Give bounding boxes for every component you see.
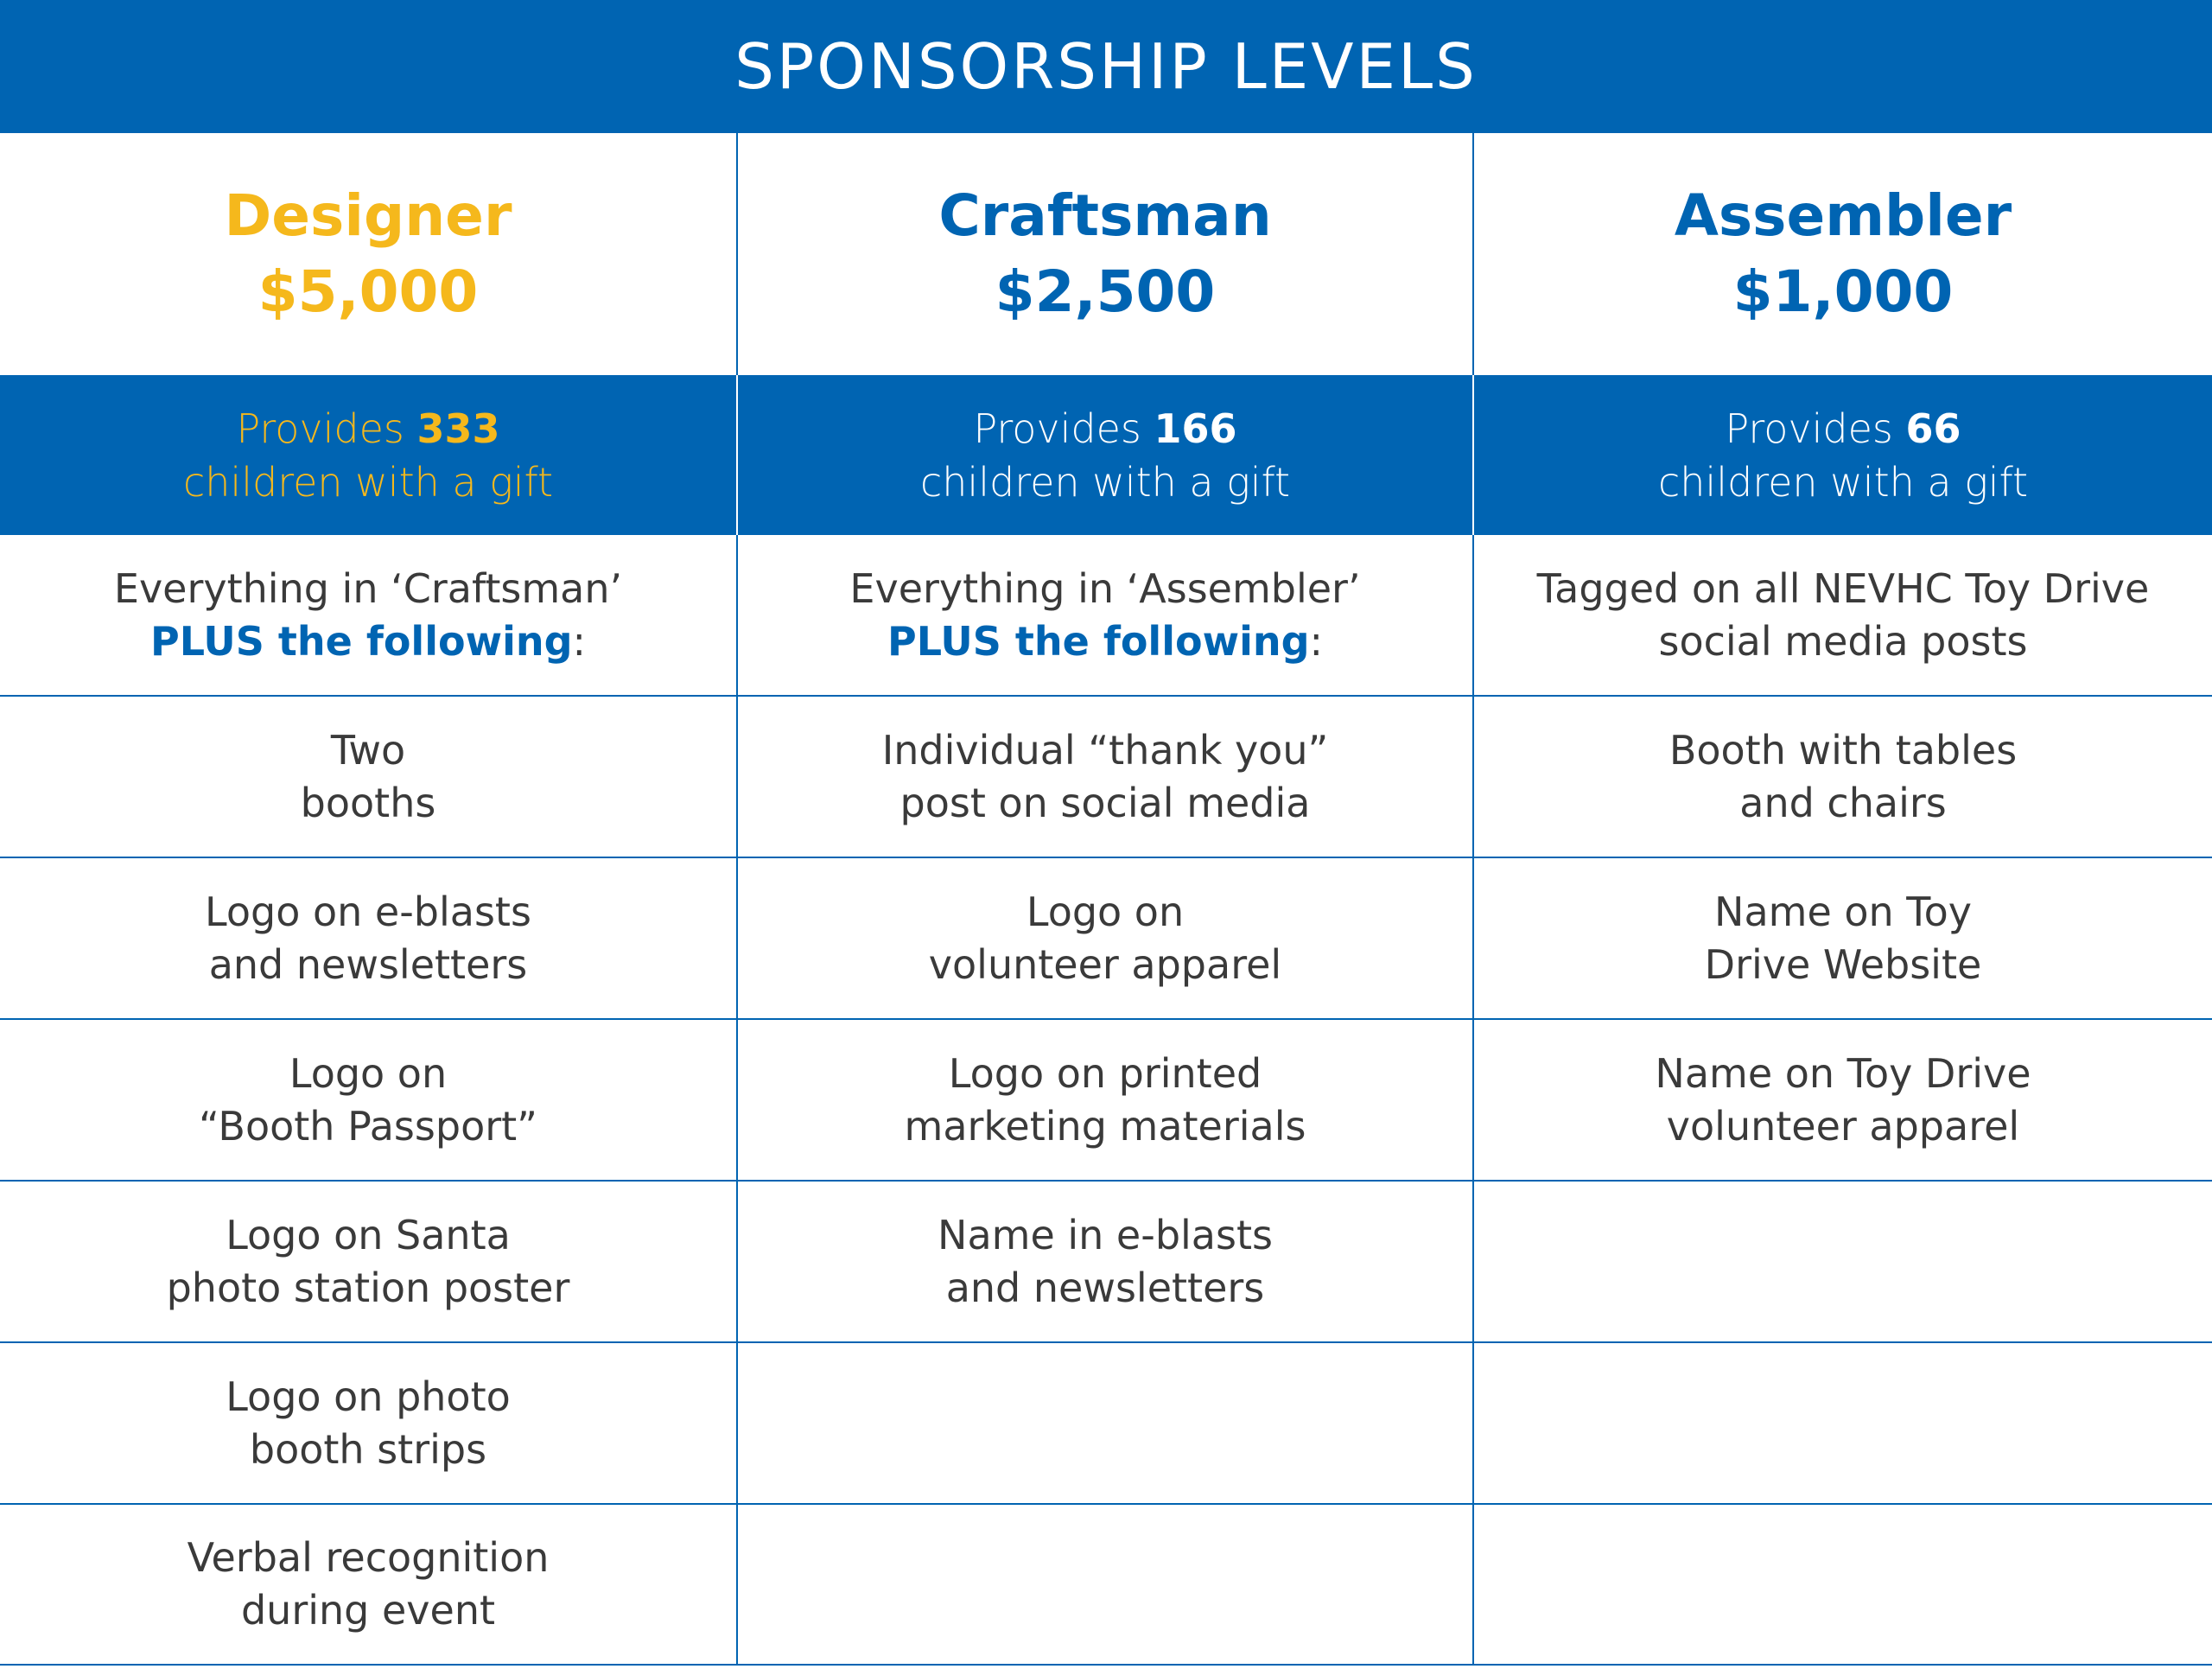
- level-designer: [0, 133, 738, 375]
- benefit-line: post on social media: [899, 779, 1311, 826]
- level-craftsman: [738, 133, 1474, 375]
- benefit-cell-empty: [1474, 1343, 2212, 1505]
- benefit-cell: [738, 858, 1474, 1020]
- level-price: $2,500: [995, 258, 1216, 325]
- benefit-cell: [0, 1020, 738, 1182]
- benefit-line: Logo on Santa: [226, 1211, 511, 1258]
- provides-designer: [0, 375, 738, 535]
- provides-prefix: Provides: [1725, 405, 1906, 452]
- benefit-line: Everything in ‘Assembler’: [849, 564, 1361, 612]
- benefit-line: “Booth Passport”: [199, 1102, 537, 1150]
- benefit-cell: [0, 1343, 738, 1505]
- plus-label: PLUS the following: [887, 617, 1310, 665]
- provides-row: [0, 375, 2212, 535]
- benefit-line: photo station poster: [166, 1264, 570, 1311]
- benefit-cell: [738, 1020, 1474, 1182]
- benefit-line: booths: [300, 779, 436, 826]
- provides-suffix: children with a gift: [919, 458, 1290, 506]
- provides-craftsman: [738, 375, 1474, 535]
- benefit-cell: [0, 1505, 738, 1666]
- benefit-row: [0, 1343, 2212, 1505]
- level-name: Assembler: [1674, 182, 2012, 249]
- benefit-row: [0, 1505, 2212, 1666]
- benefit-line: volunteer apparel: [928, 940, 1282, 988]
- benefit-line: Verbal recognition: [187, 1534, 550, 1581]
- benefit-row: [0, 1182, 2212, 1343]
- benefit-line: Logo on: [289, 1049, 448, 1097]
- level-header-row: [0, 133, 2212, 375]
- benefit-cell: [0, 535, 738, 697]
- page-title: SPONSORSHIP LEVELS: [0, 0, 2212, 133]
- benefit-line: and chairs: [1739, 779, 1947, 826]
- provides-count: 166: [1154, 405, 1237, 452]
- provides-count: 66: [1905, 405, 1961, 452]
- level-name: Designer: [224, 182, 512, 249]
- benefit-line: during event: [240, 1587, 496, 1634]
- benefit-cell: [1474, 697, 2212, 858]
- level-name: Craftsman: [938, 182, 1272, 249]
- benefit-line: Logo on: [1026, 888, 1185, 935]
- benefit-cell-empty: [1474, 1505, 2212, 1666]
- provides-suffix: children with a gift: [1657, 458, 2028, 506]
- level-assembler: [1474, 133, 2212, 375]
- benefit-line: [887, 615, 1323, 668]
- intro-row: [0, 535, 2212, 697]
- benefit-line: Logo on e-blasts: [205, 888, 531, 935]
- provides-suffix: children with a gift: [182, 458, 553, 506]
- benefit-cell-empty: [1474, 1182, 2212, 1343]
- colon: :: [572, 617, 587, 665]
- provides-line: [973, 402, 1236, 455]
- benefit-line: booth strips: [249, 1425, 487, 1473]
- benefit-cell: [738, 535, 1474, 697]
- benefit-cell: [0, 858, 738, 1020]
- benefit-cell: [738, 697, 1474, 858]
- provides-line: [236, 402, 499, 455]
- provides-count: 333: [416, 405, 500, 452]
- benefit-line: Logo on printed: [948, 1049, 1262, 1097]
- benefit-line: Individual “thank you”: [881, 726, 1329, 774]
- benefit-line: Logo on photo: [226, 1373, 511, 1420]
- benefit-cell-empty: [738, 1343, 1474, 1505]
- benefit-row: [0, 697, 2212, 858]
- provides-assembler: [1474, 375, 2212, 535]
- benefit-cell: [1474, 858, 2212, 1020]
- benefit-cell: [0, 1182, 738, 1343]
- plus-label: PLUS the following: [149, 617, 573, 665]
- provides-line: [1725, 402, 1961, 455]
- benefit-cell: [1474, 1020, 2212, 1182]
- benefit-cell: [0, 697, 738, 858]
- benefit-cell: [738, 1182, 1474, 1343]
- provides-prefix: Provides: [236, 405, 417, 452]
- benefit-line: Name in e-blasts: [938, 1211, 1273, 1258]
- provides-prefix: Provides: [973, 405, 1154, 452]
- benefit-line: Booth with tables: [1669, 726, 2018, 774]
- benefit-line: Two: [330, 726, 406, 774]
- benefit-line: Drive Website: [1704, 940, 1982, 988]
- level-price: $5,000: [257, 258, 479, 325]
- benefit-line: Everything in ‘Craftsman’: [113, 564, 623, 612]
- benefit-line: marketing materials: [904, 1102, 1306, 1150]
- benefit-line: Tagged on all NEVHC Toy Drive: [1536, 564, 2150, 612]
- benefit-line: Name on Toy Drive: [1655, 1049, 2031, 1097]
- benefit-line: volunteer apparel: [1666, 1102, 2020, 1150]
- colon: :: [1309, 617, 1324, 665]
- benefit-row: [0, 1020, 2212, 1182]
- benefit-line: social media posts: [1658, 617, 2028, 665]
- level-price: $1,000: [1732, 258, 1954, 325]
- benefit-row: [0, 858, 2212, 1020]
- benefit-cell: [1474, 535, 2212, 697]
- benefit-cell-empty: [738, 1505, 1474, 1666]
- benefit-line: [150, 615, 586, 668]
- benefit-line: and newsletters: [945, 1264, 1265, 1311]
- benefit-line: and newsletters: [208, 940, 528, 988]
- benefit-line: Name on Toy: [1714, 888, 1972, 935]
